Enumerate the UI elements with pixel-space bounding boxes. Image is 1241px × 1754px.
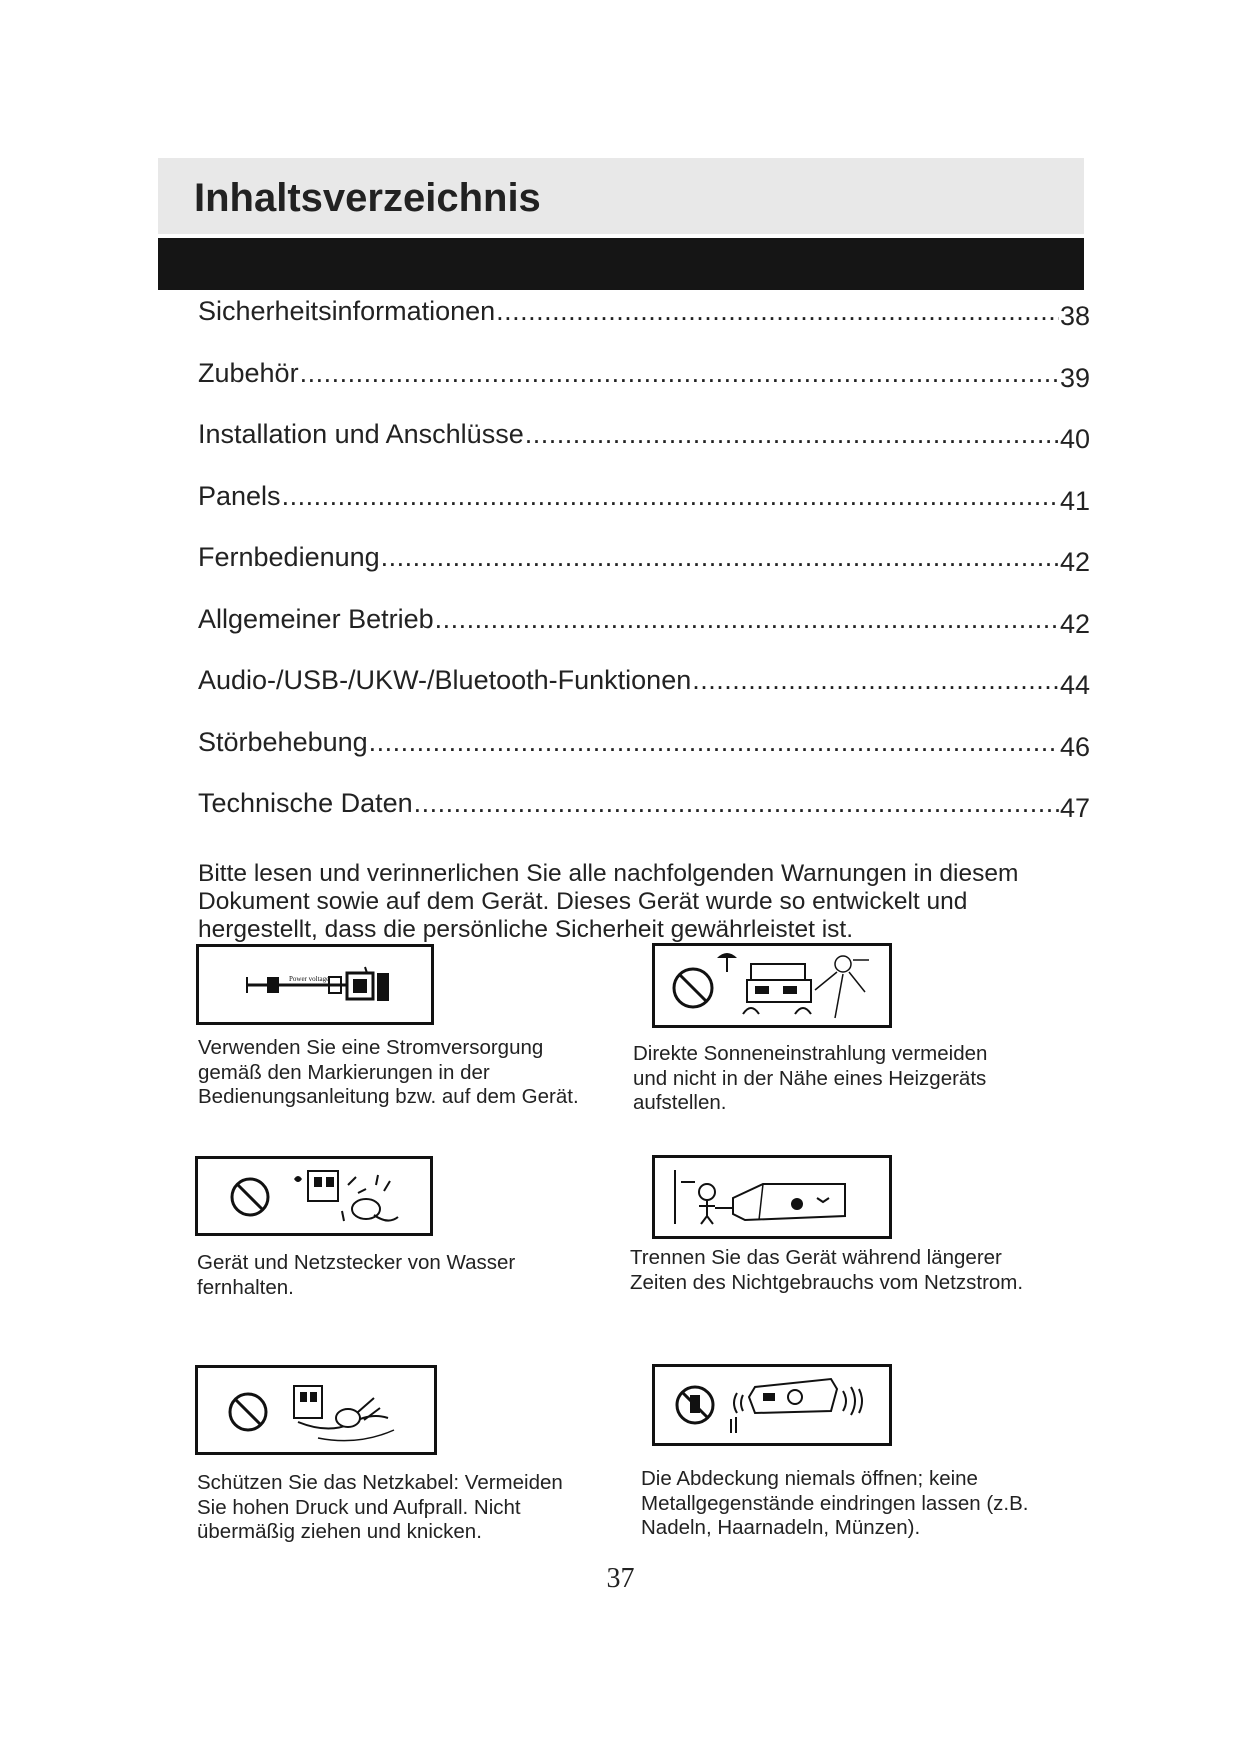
- title-divider-bar: [158, 238, 1084, 290]
- toc-leader-dots: [414, 788, 1059, 819]
- toc-entry-page: 40: [1059, 424, 1090, 454]
- toc-leader-dots: [381, 542, 1059, 573]
- toc-entry[interactable]: [198, 358, 1090, 420]
- toc-leader-dots: [692, 665, 1059, 696]
- toc-leader-dots: [435, 604, 1059, 635]
- cable-protection-icon: [195, 1365, 437, 1455]
- toc-entry-label: Installation und Anschlüsse: [198, 419, 524, 449]
- toc-entry-label: Allgemeiner Betrieb: [198, 603, 434, 634]
- toc-entry-page: 41: [1059, 485, 1090, 516]
- toc-entry-page: 42: [1059, 608, 1090, 639]
- warning-caption: Gerät und Netzstecker von Wasser fernhalten.: [197, 1251, 516, 1299]
- sun-heat-warning-icon: [652, 943, 892, 1028]
- safety-intro-text: Bitte lesen und verinnerlichen Sie alle nachfolgenden Warnungen in diesem Dokument sowie auf dem Gerät. Dieses Gerät wurde so entwickelt und hergestellt, dass die persönliche Sicherheit gewährleistet ist.: [198, 860, 1019, 943]
- toc-entry[interactable]: [198, 665, 1090, 727]
- toc-entry[interactable]: [198, 419, 1090, 481]
- toc-entry-label: Zubehör: [198, 357, 299, 388]
- toc-entry-page: 38: [1059, 301, 1090, 331]
- toc-leader-dots: [496, 296, 1059, 327]
- toc-entry[interactable]: [198, 481, 1090, 543]
- toc-leader-dots: [369, 727, 1059, 758]
- water-warning-icon: [195, 1156, 433, 1236]
- warning-caption: Verwenden Sie eine Stromversorgung gemäß den Markierungen in der Bedienungsanleitung bzw. auf dem Gerät.: [198, 1036, 579, 1108]
- do-not-open-cover-icon: [652, 1364, 892, 1446]
- toc-leader-dots: [300, 358, 1059, 389]
- toc-entry-page: 46: [1059, 731, 1090, 762]
- unplug-device-icon: [652, 1155, 892, 1239]
- toc-entry[interactable]: [198, 727, 1090, 789]
- page-number: 37: [606, 1563, 635, 1594]
- toc-entry-page: 47: [1059, 793, 1090, 823]
- toc-entry-label: Sicherheitsinformationen: [198, 296, 496, 326]
- toc-entry-label: Audio-/USB-/UKW-/Bluetooth-Funktionen: [198, 665, 692, 695]
- table-of-contents: [198, 296, 1090, 850]
- toc-entry-page: 44: [1059, 670, 1090, 700]
- toc-entry[interactable]: [198, 788, 1090, 850]
- warning-caption: Trennen Sie das Gerät während längerer Zeiten des Nichtgebrauchs vom Netzstrom.: [630, 1246, 1024, 1294]
- page-title: Inhaltsverzeichnis: [194, 176, 541, 220]
- toc-entry-label: Technische Daten: [198, 788, 413, 818]
- toc-entry-page: 39: [1059, 362, 1090, 393]
- toc-leader-dots: [525, 419, 1059, 450]
- power-voltage-label: Power voltage: [289, 975, 330, 983]
- warning-caption: Schützen Sie das Netzkabel: Vermeiden Sie hohen Druck und Aufprall. Nicht übermäßig ziehen und knicken.: [197, 1471, 563, 1543]
- toc-entry[interactable]: [198, 604, 1090, 666]
- toc-entry[interactable]: [198, 542, 1090, 604]
- toc-entry-label: Störbehebung: [198, 726, 368, 757]
- power-plug-icon: [196, 944, 434, 1025]
- toc-entry[interactable]: [198, 296, 1090, 358]
- warning-caption: Die Abdeckung niemals öffnen; keine Metallgegenstände eindringen lassen (z.B. Nadeln, Haarnadeln, Münzen).: [641, 1467, 1029, 1539]
- toc-entry-page: 42: [1059, 547, 1090, 577]
- warning-caption: Direkte Sonneneinstrahlung vermeiden und nicht in der Nähe eines Heizgeräts aufstellen.: [633, 1042, 988, 1114]
- toc-entry-label: Fernbedienung: [198, 542, 380, 572]
- toc-entry-label: Panels: [198, 480, 281, 511]
- title-band: [158, 158, 1084, 234]
- toc-leader-dots: [282, 481, 1059, 512]
